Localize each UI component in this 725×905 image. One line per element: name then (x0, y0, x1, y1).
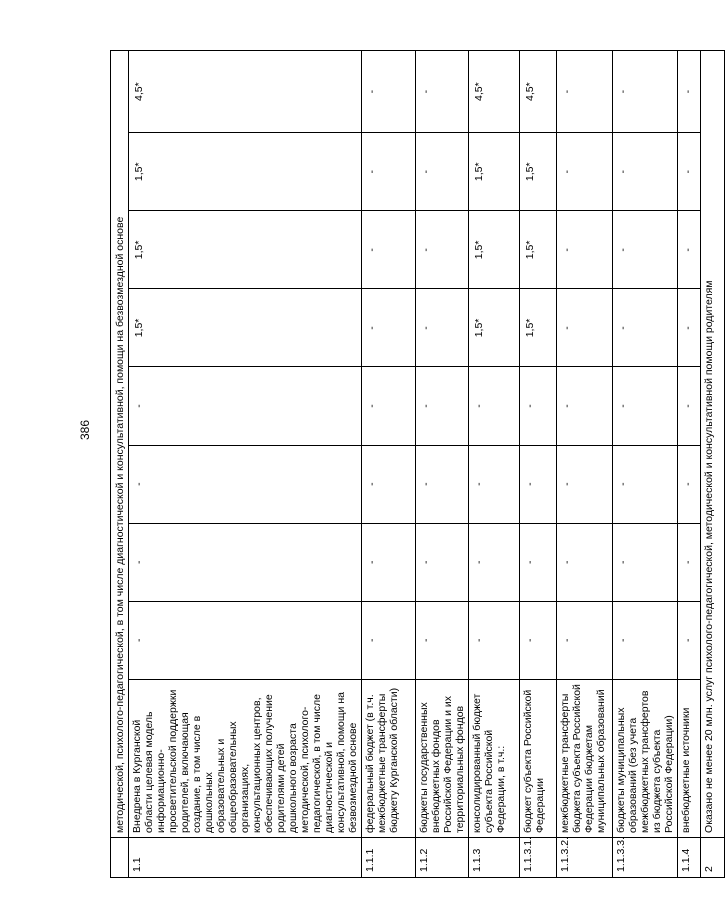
value-cell: - (613, 289, 678, 367)
value-cell: - (362, 367, 416, 445)
value-cell: - (613, 523, 678, 601)
value-cell: - (129, 601, 362, 679)
table-cell (111, 837, 129, 877)
value-cell: - (416, 367, 469, 445)
row-number: 1.1.1 (362, 837, 416, 877)
value-cell: - (557, 211, 613, 289)
value-cell: 4,5* (129, 51, 362, 133)
value-cell: - (520, 367, 557, 445)
value-cell: - (362, 289, 416, 367)
value-cell: - (678, 523, 701, 601)
value-cell: 1,5* (469, 133, 520, 211)
value-cell: - (613, 445, 678, 523)
value-cell: 4,5* (520, 51, 557, 133)
value-cell: - (557, 523, 613, 601)
value-cell: - (362, 211, 416, 289)
value-cell: - (613, 601, 678, 679)
value-cell: - (678, 289, 701, 367)
value-cell: - (557, 51, 613, 133)
row-number: 1.1.3.3. (613, 837, 678, 877)
value-cell: - (678, 211, 701, 289)
row-number: 1.1.3.1. (520, 837, 557, 877)
value-cell: - (678, 367, 701, 445)
table-row (520, 51, 557, 878)
row-name: внебюджетные источники (678, 679, 701, 837)
value-cell: - (416, 211, 469, 289)
footer-row-text: Оказано не менее 20 млн. услуг психолого-педагогической, методической и консультативной помощи родителям (701, 51, 725, 838)
row-number: 1.1.3.2. (557, 837, 613, 877)
value-cell: - (613, 211, 678, 289)
table-header-row (111, 51, 129, 878)
page-number: 386 (78, 419, 92, 440)
row-name: консолидированный бюджет субъекта Российской Федерации, в т.ч.: (469, 679, 520, 837)
value-cell: - (469, 445, 520, 523)
row-number: 2 (701, 837, 725, 877)
value-cell: - (416, 51, 469, 133)
value-cell: - (520, 601, 557, 679)
value-cell: 1,5* (129, 289, 362, 367)
value-cell: - (416, 601, 469, 679)
table-row (129, 51, 362, 878)
row-number: 1.1.3 (469, 837, 520, 877)
row-number: 1.1.2 (416, 837, 469, 877)
value-cell: 1,5* (469, 289, 520, 367)
value-cell: - (416, 133, 469, 211)
value-cell: - (362, 133, 416, 211)
row-name: межбюджетные трансферты бюджета субъекта Российской Федерации бюджетам муниципальных образований (557, 679, 613, 837)
value-cell: - (469, 523, 520, 601)
table-footer-row (701, 51, 725, 878)
value-cell: - (678, 133, 701, 211)
row-name: бюджет субъекта Российской Федерации (520, 679, 557, 837)
row-name: Внедрена в Курганской области целевая модель информационно-просветительской поддержки родителей, включающая создание, в том числе в дошкольных образовательных и общеобразовательных организациях, консультационных центров, обеспечивающих получение родителями детей дошкольного возраста методической, психолого-педагогической, в том числе диагностической и консультативной, помощи на безвозмездной основе (129, 679, 362, 837)
value-cell: 4,5* (469, 51, 520, 133)
value-cell: - (678, 51, 701, 133)
table-row (557, 51, 613, 878)
value-cell: - (416, 523, 469, 601)
value-cell: - (129, 445, 362, 523)
value-cell: - (613, 51, 678, 133)
value-cell: 1,5* (129, 133, 362, 211)
value-cell: 1,5* (469, 211, 520, 289)
table-row (678, 51, 701, 878)
value-cell: - (416, 445, 469, 523)
row-number: 1.1 (129, 837, 362, 877)
value-cell: - (469, 367, 520, 445)
value-cell: - (520, 445, 557, 523)
value-cell: - (557, 367, 613, 445)
value-cell: - (416, 289, 469, 367)
value-cell: - (557, 445, 613, 523)
value-cell: - (678, 445, 701, 523)
row-name: бюджеты муниципальных образований (без учета межбюджетных трансфертов из бюджета субъекта Российской Федерации) (613, 679, 678, 837)
row-name: федеральный бюджет (в т.ч. межбюджетные трансферты бюджету Курганской области) (362, 679, 416, 837)
value-cell: - (557, 601, 613, 679)
table-row (362, 51, 416, 878)
value-cell: - (613, 367, 678, 445)
value-cell: 1,5* (129, 211, 362, 289)
rotated-page-content (110, 50, 715, 878)
value-cell: - (557, 133, 613, 211)
value-cell: - (613, 133, 678, 211)
value-cell: - (362, 51, 416, 133)
value-cell: - (678, 601, 701, 679)
value-cell: - (362, 523, 416, 601)
value-cell: - (362, 601, 416, 679)
budget-table (110, 50, 725, 878)
value-cell: - (129, 367, 362, 445)
value-cell: - (362, 445, 416, 523)
row-name: бюджеты государственных внебюджетных фондов Российской Федерации и их территориальных фондов (416, 679, 469, 837)
table-row (613, 51, 678, 878)
value-cell: 1,5* (520, 211, 557, 289)
value-cell: - (129, 523, 362, 601)
section-header-text: методической, психолого-педагогической, в том числе диагностической и консультативной, помощи на безвозмездной основе (111, 51, 129, 838)
row-number: 1.1.4 (678, 837, 701, 877)
table-row (416, 51, 469, 878)
value-cell: - (520, 523, 557, 601)
value-cell: - (557, 289, 613, 367)
table-row (469, 51, 520, 878)
value-cell: 1,5* (520, 133, 557, 211)
value-cell: 1,5* (520, 289, 557, 367)
value-cell: - (469, 601, 520, 679)
